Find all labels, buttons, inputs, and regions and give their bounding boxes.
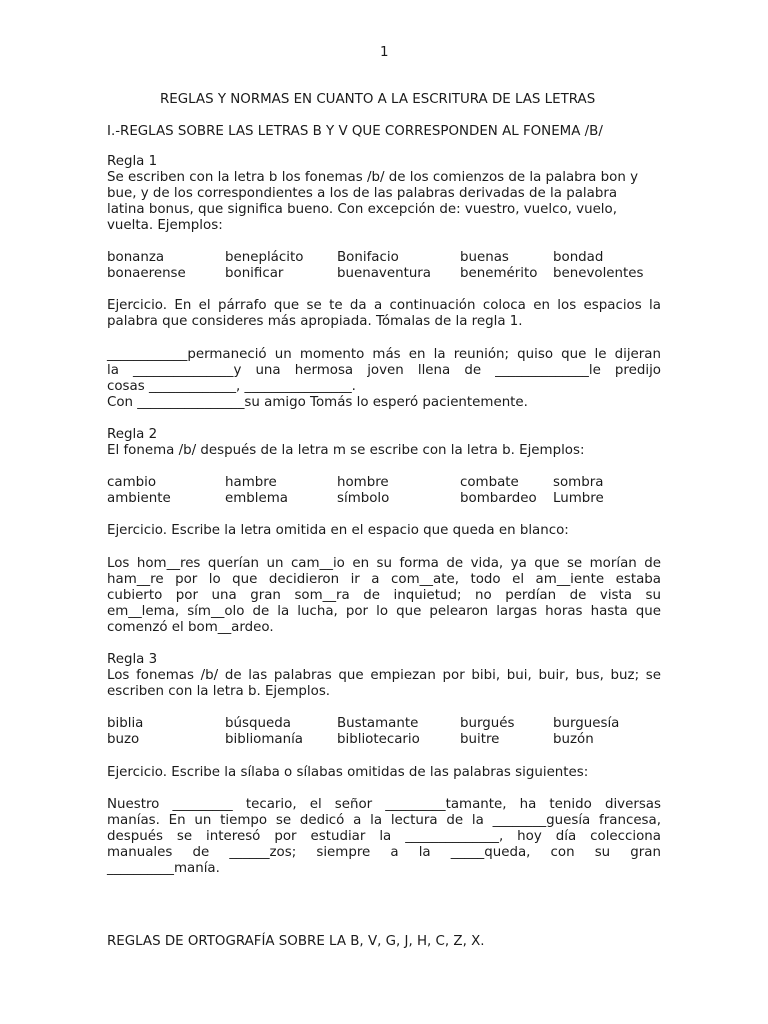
example-word: búsqueda [225,716,291,731]
example-word: combate [460,475,519,490]
fill-in-line: ____________permaneció un momento más en la reunión; quiso que le dijeran [107,347,661,362]
fill-in-line: ham__re por lo que decidieron ir a com__ate, todo el am__iente estaba [107,572,661,587]
regla-3-heading: Regla 3 [107,652,158,667]
page-number: 1 [380,45,389,60]
regla-3-text-line: escriben con la letra b. Ejemplos. [107,684,331,699]
example-word: bonaerense [107,266,186,281]
example-word: benemérito [460,266,538,281]
example-word: bonanza [107,250,165,265]
fill-in-line: cubierto por una gran som__ra de inquietud; no perdían de vista su [107,588,661,603]
exercise-1-text-line: Ejercicio. En el párrafo que se te da a continuación coloca en los espacios la [107,298,661,313]
example-word: hambre [225,475,277,490]
fill-in-line: comenzó el bom__ardeo. [107,620,274,635]
fill-in-line: cosas _____________, ________________. [107,379,356,394]
example-word: Bustamante [337,716,419,731]
fill-in-line: Nuestro _________ tecario, el señor _________tamante, ha tenido diversas [107,797,661,812]
fill-in-line: Con ________________su amigo Tomás lo esperó pacientemente. [107,395,528,410]
exercise-1-text-line: palabra que consideres más apropiada. Tómalas de la regla 1. [107,314,523,329]
example-word: Bonifacio [337,250,399,265]
example-word: hombre [337,475,389,490]
example-word: buenas [460,250,509,265]
fill-in-line: em__lema, sím__olo de la lucha, por lo que pelearon largas horas hasta que [107,604,661,619]
example-word: beneplácito [225,250,304,265]
fill-in-line: manías. En un tiempo se dedicó a la lectura de la ________guesía francesa, [107,813,661,828]
section-heading: I.-REGLAS SOBRE LAS LETRAS B Y V QUE CORRESPONDEN AL FONEMA /B/ [107,124,603,139]
example-word: burguesía [553,716,620,731]
example-word: bibliotecario [337,732,420,747]
exercise-2-text: Ejercicio. Escribe la letra omitida en el espacio que queda en blanco: [107,523,569,538]
example-word: bombardeo [460,491,537,506]
regla-2-heading: Regla 2 [107,427,158,442]
example-word: buzo [107,732,140,747]
example-word: buitre [460,732,500,747]
regla-1-text-line: bue, y de los correspondientes a los de las palabras derivadas de la palabra [107,186,618,201]
example-word: bonificar [225,266,284,281]
regla-3-text-line: Los fonemas /b/ de las palabras que empiezan por bibi, bui, buir, bus, buz; se [107,668,661,683]
example-word: buenaventura [337,266,432,281]
fill-in-line: manuales de ______zos; siempre a la _____queda, con su gran [107,845,661,860]
document-title: REGLAS Y NORMAS EN CUANTO A LA ESCRITURA DE LAS LETRAS [160,92,596,107]
regla-1-text-line: vuelta. Ejemplos: [107,218,223,233]
example-word: benevolentes [553,266,644,281]
fill-in-line: después se interesó por estudiar la ______________, hoy día colecciona [107,829,661,844]
footer-heading: REGLAS DE ORTOGRAFÍA SOBRE LA B, V, G, J, H, C, Z, X. [107,934,485,949]
example-word: Lumbre [553,491,604,506]
fill-in-line: __________manía. [107,861,220,876]
fill-in-line: Los hom__res querían un cam__io en su forma de vida, ya que se morían de [107,556,661,571]
example-word: símbolo [337,491,390,506]
regla-1-text-line: Se escriben con la letra b los fonemas /b/ de los comienzos de la palabra bon y [107,170,639,185]
fill-in-line: la _______________y una hermosa joven llena de ______________le predijo [107,363,661,378]
exercise-3-text: Ejercicio. Escribe la sílaba o sílabas omitidas de las palabras siguientes: [107,765,589,780]
example-word: ambiente [107,491,171,506]
example-word: emblema [225,491,288,506]
regla-1-text-line: latina bonus, que significa bueno. Con excepción de: vuestro, vuelco, vuelo, [107,202,617,217]
regla-2-text-line: El fonema /b/ después de la letra m se escribe con la letra b. Ejemplos: [107,443,585,458]
regla-1-heading: Regla 1 [107,154,158,169]
example-word: sombra [553,475,604,490]
example-word: buzón [553,732,594,747]
example-word: biblia [107,716,144,731]
example-word: cambio [107,475,157,490]
example-word: burgués [460,716,515,731]
example-word: bibliomanía [225,732,304,747]
example-word: bondad [553,250,604,265]
